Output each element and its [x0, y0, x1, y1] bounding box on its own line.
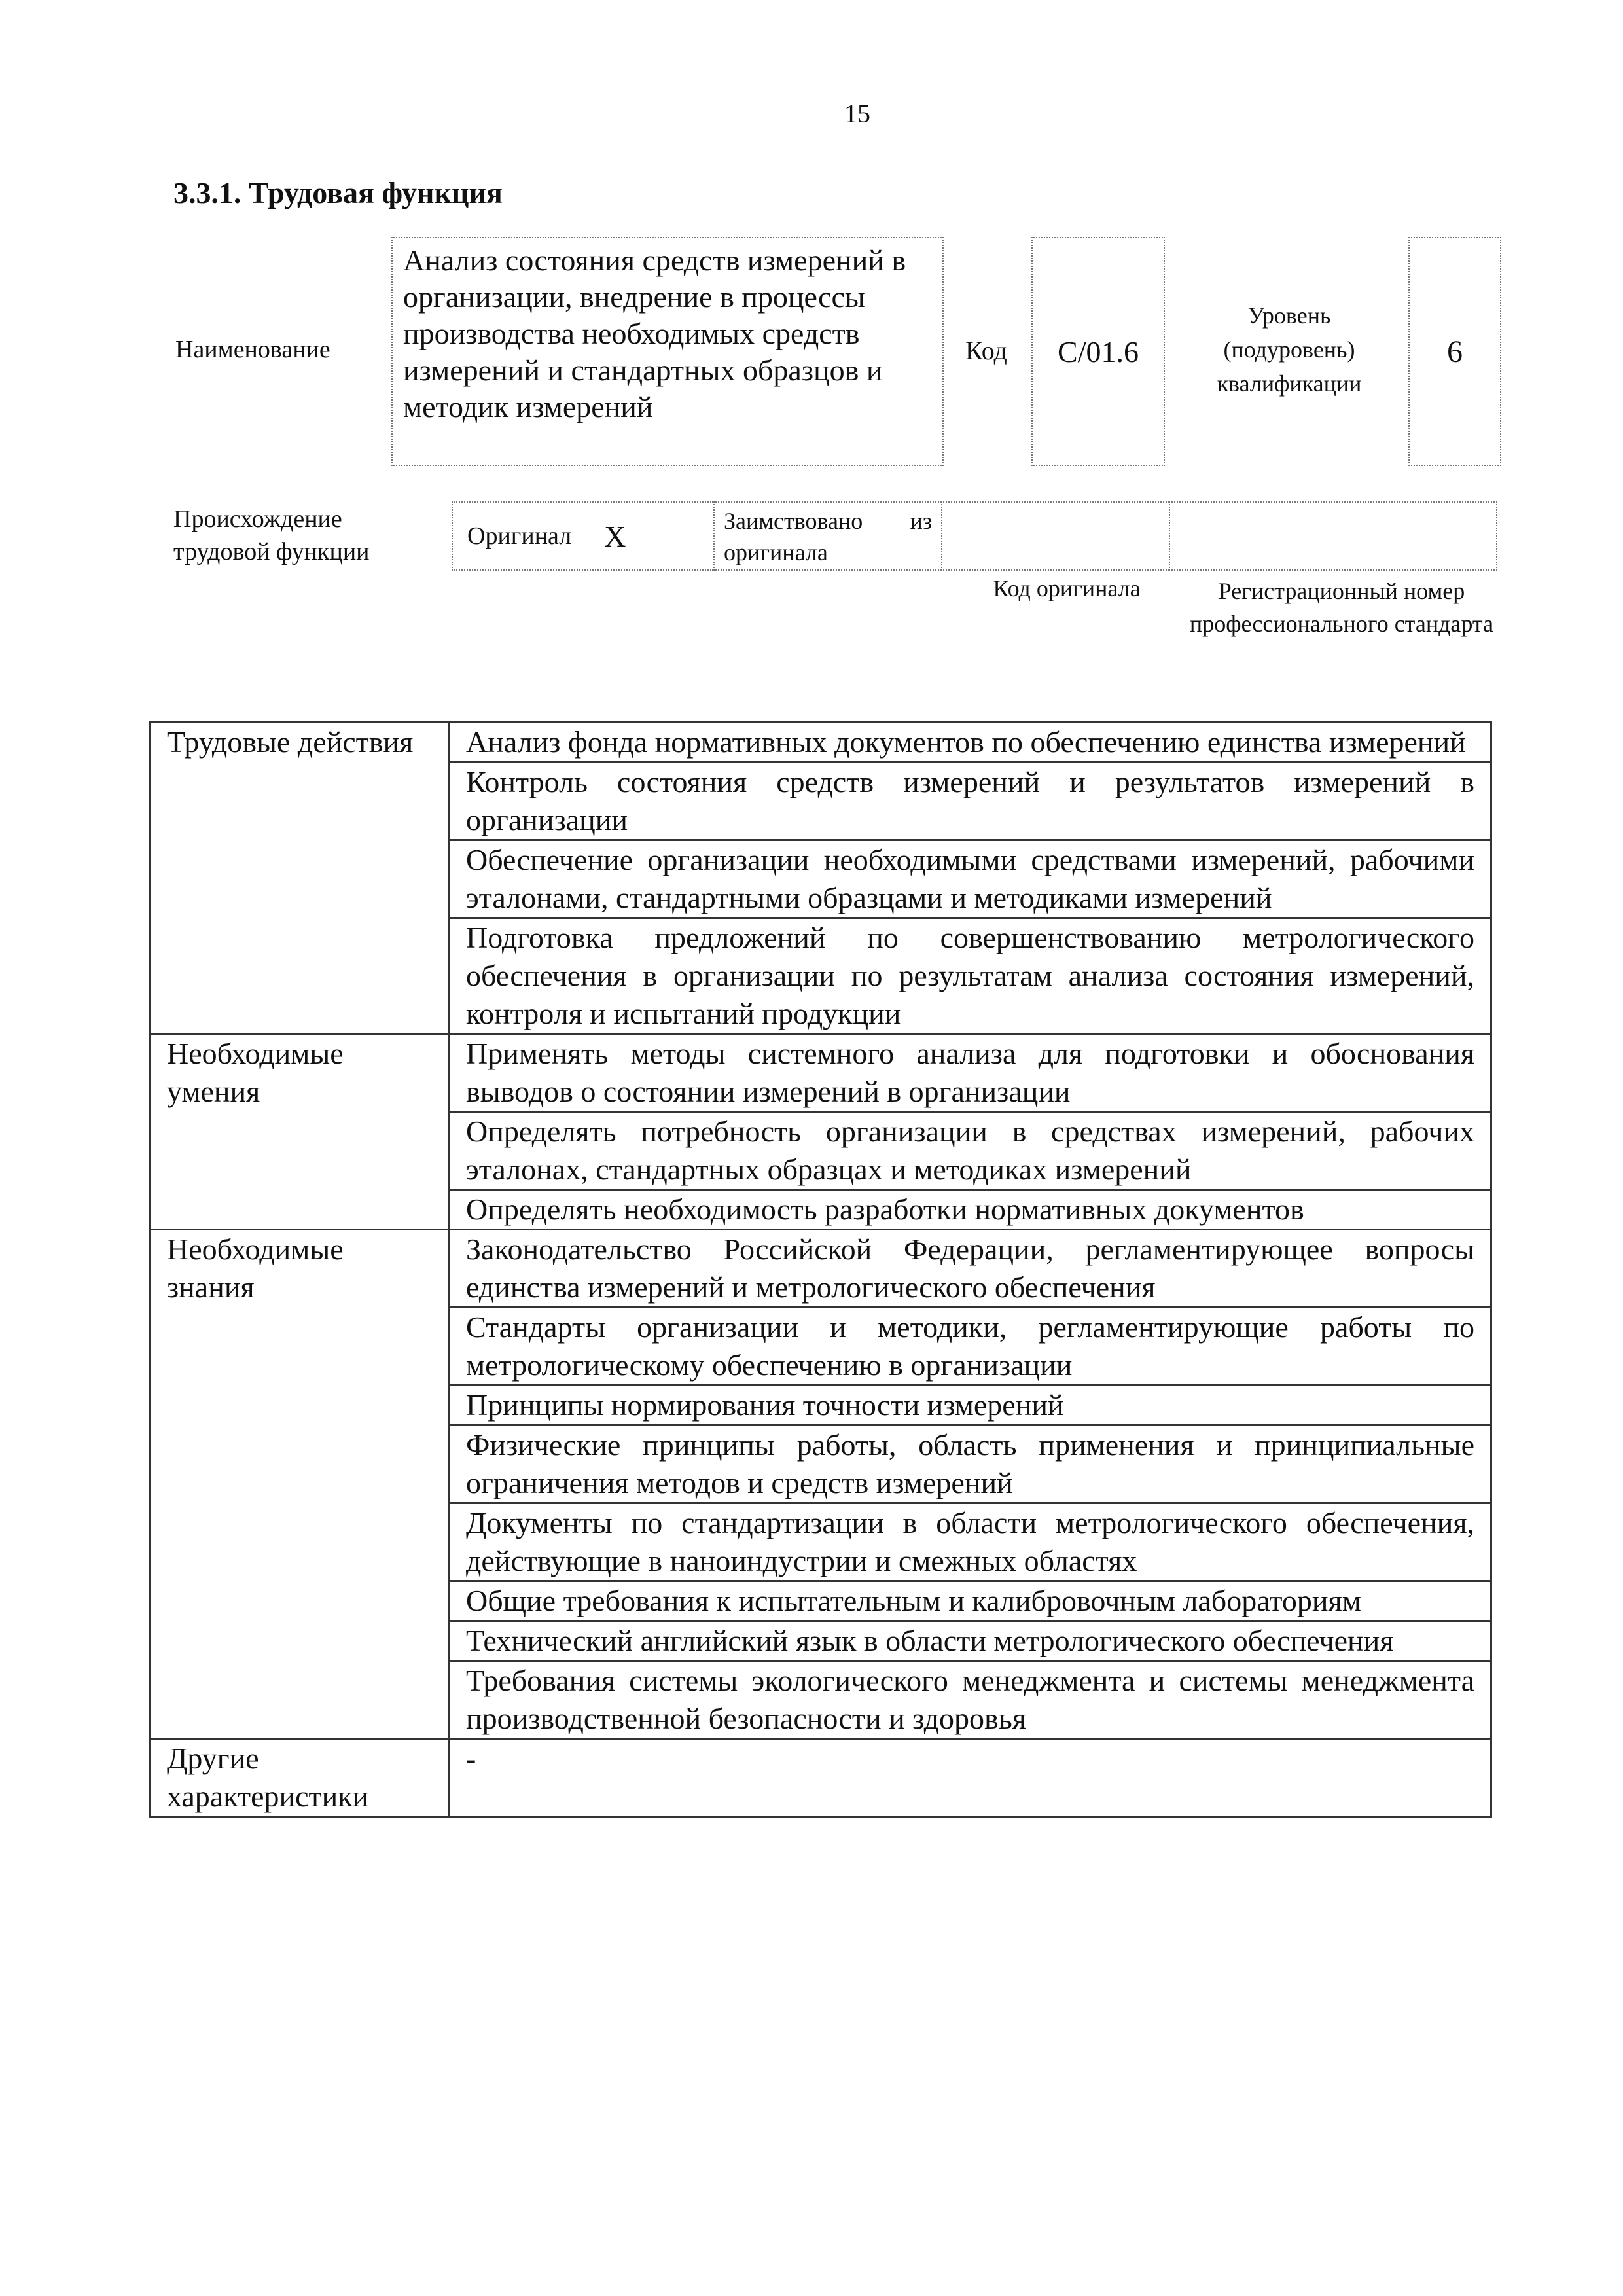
item-cell: Анализ фонда нормативных документов по обеспечению единства измерений	[450, 723, 1491, 762]
code-value-box: С/01.6	[1031, 237, 1165, 466]
item-cell: Требования системы экологического менеджмента и системы менеджмента производственной безопасности и здоровья	[450, 1661, 1491, 1739]
page-number: 15	[844, 99, 870, 128]
category-cell: Трудовые действия	[151, 723, 450, 1034]
function-details-table	[149, 721, 1492, 1818]
table-row	[151, 1230, 1491, 1308]
item-cell: Физические принципы работы, область применения и принципиальные ограничения методов и средств измерений	[450, 1426, 1491, 1503]
origin-label: Происхождение трудовой функции	[173, 505, 370, 565]
category-cell: Другие характеристики	[151, 1739, 450, 1817]
item-cell: Определять необходимость разработки нормативных документов	[450, 1190, 1491, 1230]
table-row	[151, 1034, 1491, 1112]
qualification-level-box: 6	[1408, 237, 1501, 466]
item-cell: Технический английский язык в области метрологического обеспечения	[450, 1621, 1491, 1661]
original-label: Оригинал	[467, 522, 572, 550]
borrowed-line-1: Заимствовано из	[724, 508, 932, 534]
item-cell: Подготовка предложений по совершенствованию метрологического обеспечения в организации по результатам анализа состояния измерений, контроля и испытаний продукции	[450, 918, 1491, 1034]
origin-borrowed-cell	[713, 501, 941, 571]
category-cell: Необходимые знания	[151, 1230, 450, 1739]
item-cell: Определять потребность организации в средствах измерений, рабочих эталонах, стандартных образцах и методиках измерений	[450, 1112, 1491, 1190]
borrowed-line-2: оригинала	[724, 539, 828, 565]
item-cell: Применять методы системного анализа для подготовки и обоснования выводов о состоянии измерений в организации	[450, 1034, 1491, 1112]
origin-original-cell	[452, 501, 713, 571]
category-cell: Необходимые умения	[151, 1034, 450, 1230]
item-cell: Стандарты организации и методики, регламентирующие работы по метрологическому обеспечению в организации	[450, 1308, 1491, 1386]
section-title: 3.3.1. Трудовая функция	[173, 176, 503, 209]
origin-row	[452, 501, 1497, 571]
original-mark: X	[604, 519, 626, 553]
item-cell: Общие требования к испытательным и калибровочным лабораториям	[450, 1581, 1491, 1621]
reg-number-caption: Регистрационный номер профессионального стандарта	[1189, 578, 1494, 637]
item-cell: Законодательство Российской Федерации, регламентирующее вопросы единства измерений и метрологического обеспечения	[450, 1230, 1491, 1308]
original-code-caption: Код оригинала	[993, 575, 1141, 601]
origin-code-cell	[941, 501, 1169, 571]
item-cell: -	[450, 1739, 1491, 1817]
name-label: Наименование	[175, 336, 330, 363]
origin-reg-number-cell	[1169, 501, 1497, 571]
item-cell: Контроль состояния средств измерений и результатов измерений в организации	[450, 762, 1491, 840]
table-row	[151, 723, 1491, 762]
function-name-box: Анализ состояния средств измерений в организации, внедрение в процессы производства необходимых средств измерений и стандартных образцов и методик измерений	[391, 237, 944, 466]
table-row	[151, 1739, 1491, 1817]
qualification-level-label: Уровень (подуровень) квалификации	[1217, 302, 1362, 397]
item-cell: Обеспечение организации необходимыми средствами измерений, рабочими эталонами, стандартными образцами и методиками измерений	[450, 840, 1491, 918]
code-label: Код	[965, 336, 1007, 365]
item-cell: Принципы нормирования точности измерений	[450, 1386, 1491, 1426]
item-cell: Документы по стандартизации в области метрологического обеспечения, действующие в наноиндустрии и смежных областях	[450, 1503, 1491, 1581]
